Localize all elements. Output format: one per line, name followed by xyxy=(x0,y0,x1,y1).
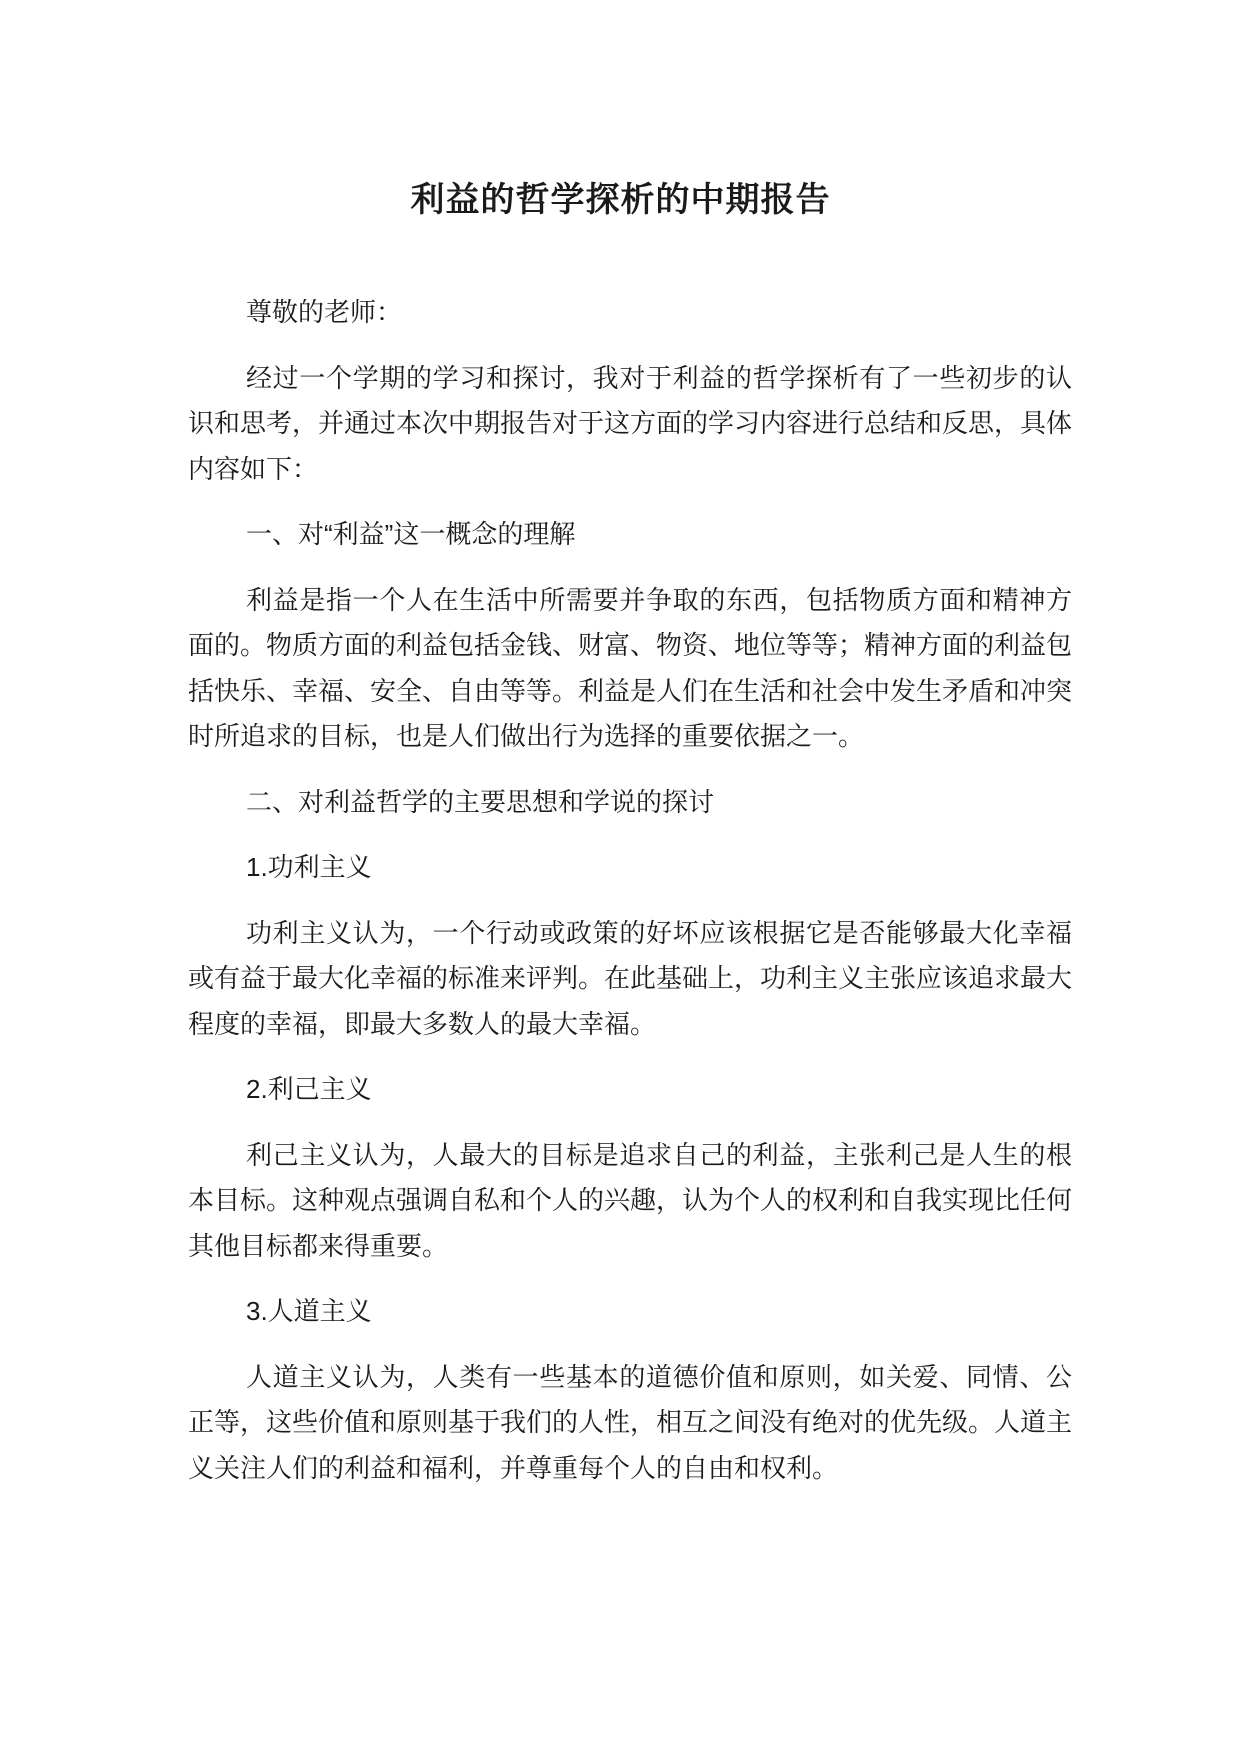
section-heading: 二、对利益哲学的主要思想和学说的探讨 xyxy=(246,786,715,817)
page-title: 利益的哲学探析的中期报告 xyxy=(410,181,831,219)
subsection-paragraph: 人道主义认为，人类有一些基本的道德价值和原则，如关爱、同情、公正等，这些价值和原则基于我们的人性，相互之间没有绝对的优先级。人道主义关注人们的利益和福利，并尊重每个人的自由和权利。 xyxy=(188,1361,1073,1483)
document-body xyxy=(188,290,1072,1511)
subsection-heading: 1.功利主义 xyxy=(246,852,372,882)
subsection-heading: 2.利己主义 xyxy=(246,1074,372,1104)
subsection-paragraph: 利己主义认为，人最大的目标是追求自己的利益，主张利己是人生的根本目标。这种观点强调自私和个人的兴趣，认为个人的权利和自我实现比任何其他目标都来得重要。 xyxy=(188,1139,1073,1261)
section-heading: 一、对“利益”这一概念的理解 xyxy=(246,519,576,549)
subsection-heading: 3.人道主义 xyxy=(246,1296,372,1326)
subsection-paragraph: 功利主义认为，一个行动或政策的好坏应该根据它是否能够最大化幸福或有益于最大化幸福的标准来评判。在此基础上，功利主义主张应该追求最大程度的幸福，即最大多数人的最大幸福。 xyxy=(188,917,1073,1039)
section-paragraph: 利益是指一个人在生活中所需要并争取的东西，包括物质方面和精神方面的。物质方面的利益包括金钱、财富、物资、地位等等；精神方面的利益包括快乐、幸福、安全、自由等等。利益是人们在生活和社会中发生矛盾和冲突时所追求的目标，也是人们做出行为选择的重要依据之一。 xyxy=(188,584,1073,751)
intro-paragraph: 经过一个学期的学习和探讨，我对于利益的哲学探析有了一些初步的认识和思考，并通过本次中期报告对于这方面的学习内容进行总结和反思，具体内容如下： xyxy=(188,362,1073,484)
salutation: 尊敬的老师： xyxy=(246,297,403,327)
